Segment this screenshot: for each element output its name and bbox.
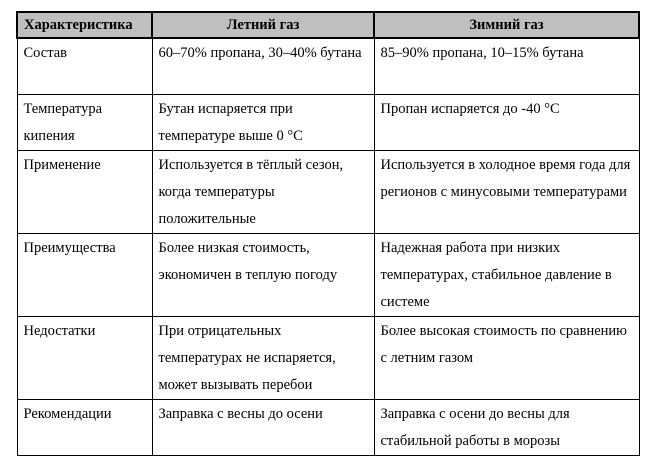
cell-summer: При отрицательных температурах не испаряется, может вызывать перебои: [152, 317, 374, 400]
cell-summer: Более низкая стоимость, экономичен в теплую погоду: [152, 234, 374, 317]
cell-summer: 60–70% пропана, 30–40% бутана: [152, 38, 374, 95]
cell-characteristic: Преимущества: [17, 234, 152, 317]
cell-winter: Надежная работа при низких температурах, стабильное давление в системе: [374, 234, 639, 317]
cell-winter: 85–90% пропана, 10–15% бутана: [374, 38, 639, 95]
table-row-recommendations: [17, 400, 639, 456]
cell-winter: Используется в холодное время года для регионов с минусовыми температурами: [374, 151, 639, 234]
table-row-disadvantages: [17, 317, 639, 400]
cell-characteristic: Рекомендации: [17, 400, 152, 456]
cell-characteristic: Недостатки: [17, 317, 152, 400]
cell-winter: Заправка с осени до весны для стабильной работы в морозы: [374, 400, 639, 456]
header-row: [17, 12, 639, 38]
cell-characteristic: Состав: [17, 38, 152, 95]
table-row-advantages: [17, 234, 639, 317]
header-characteristic: Характеристика: [17, 12, 152, 38]
table-body: [17, 38, 639, 456]
cell-characteristic: Применение: [17, 151, 152, 234]
cell-summer: Используется в тёплый сезон, когда температуры положительные: [152, 151, 374, 234]
cell-summer: Бутан испаряется при температуре выше 0 °C: [152, 95, 374, 151]
cell-characteristic: Температура кипения: [17, 95, 152, 151]
gas-comparison-table: [16, 11, 640, 456]
cell-winter: Пропан испаряется до -40 °C: [374, 95, 639, 151]
comparison-table-container: [16, 11, 640, 456]
cell-winter: Более высокая стоимость по сравнению с летним газом: [374, 317, 639, 400]
table-row-usage: [17, 151, 639, 234]
table-row-composition: [17, 38, 639, 95]
header-winter-gas: Зимний газ: [374, 12, 639, 38]
table-row-boiling-point: [17, 95, 639, 151]
table-header: [17, 12, 639, 38]
cell-summer: Заправка с весны до осени: [152, 400, 374, 456]
header-summer-gas: Летний газ: [152, 12, 374, 38]
